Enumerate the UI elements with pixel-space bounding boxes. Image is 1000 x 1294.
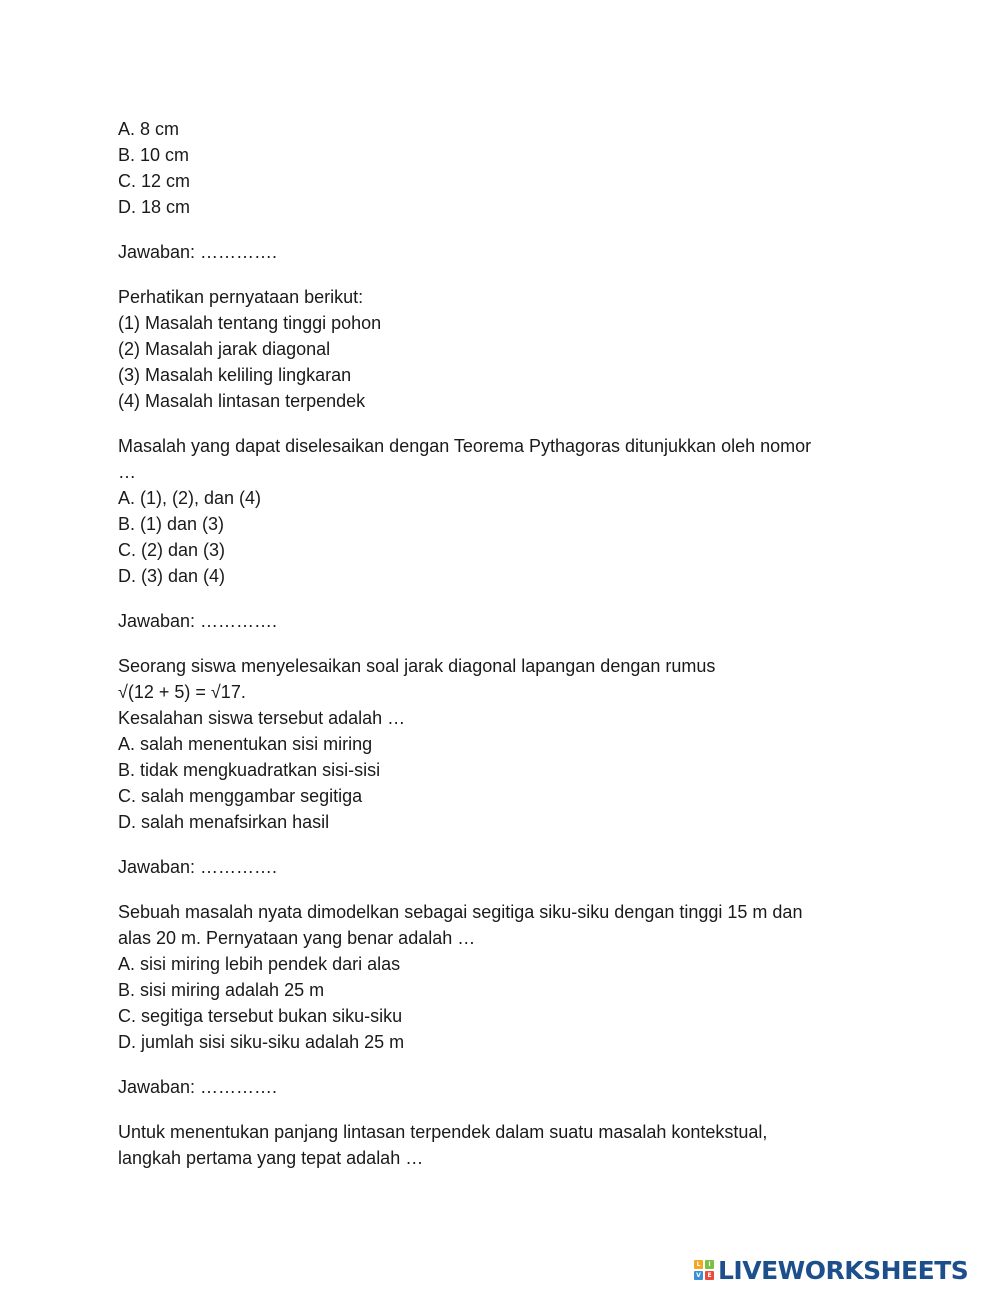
question-block xyxy=(118,433,888,589)
statement-item: (3) Masalah keliling lingkaran xyxy=(118,365,352,385)
question-prompt: Kesalahan siswa tersebut adalah … xyxy=(118,708,406,728)
answer-line: Jawaban: …………. xyxy=(118,857,278,877)
question-text: Sebuah masalah nyata dimodelkan sebagai segitiga siku-siku dengan tinggi 15 m dan xyxy=(118,902,803,922)
option-b: B. (1) dan (3) xyxy=(118,514,225,534)
statement-intro: Perhatikan pernyataan berikut: xyxy=(118,287,364,307)
question-options-block xyxy=(118,116,888,220)
option-b: B. sisi miring adalah 25 m xyxy=(118,980,325,1000)
option-c: C. salah menggambar segitiga xyxy=(118,786,363,806)
option-c: C. (2) dan (3) xyxy=(118,540,226,560)
logo-tile: E xyxy=(705,1271,714,1280)
option-a: A. (1), (2), dan (4) xyxy=(118,488,262,508)
statement-list-block xyxy=(118,284,888,414)
option-d: D. jumlah sisi siku-siku adalah 25 m xyxy=(118,1032,405,1052)
logo-tile: L xyxy=(694,1260,703,1269)
answer-line: Jawaban: …………. xyxy=(118,611,278,631)
statement-item: (1) Masalah tentang tinggi pohon xyxy=(118,313,382,333)
logo-tile: V xyxy=(694,1271,703,1280)
option-d: D. (3) dan (4) xyxy=(118,566,226,586)
answer-block xyxy=(118,239,888,265)
question-text: Untuk menentukan panjang lintasan terpendek dalam suatu masalah kontekstual, xyxy=(118,1122,768,1142)
question-text: Masalah yang dapat diselesaikan dengan Teorema Pythagoras ditunjukkan oleh nomor xyxy=(118,436,812,456)
question-text: Seorang siswa menyelesaikan soal jarak diagonal lapangan dengan rumus xyxy=(118,656,716,676)
question-block xyxy=(118,899,888,1055)
answer-block xyxy=(118,1074,888,1100)
option-b: B. 10 cm xyxy=(118,145,190,165)
question-text-continued: … xyxy=(118,462,136,482)
option-d: D. salah menafsirkan hasil xyxy=(118,812,330,832)
question-block xyxy=(118,653,888,835)
answer-line: Jawaban: …………. xyxy=(118,242,278,262)
option-b: B. tidak mengkuadratkan sisi-sisi xyxy=(118,760,381,780)
answer-block xyxy=(118,854,888,880)
liveworksheets-logo xyxy=(694,1256,968,1284)
option-a: A. salah menentukan sisi miring xyxy=(118,734,373,754)
option-c: C. 12 cm xyxy=(118,171,191,191)
logo-tiles-icon xyxy=(694,1260,714,1280)
statement-item: (4) Masalah lintasan terpendek xyxy=(118,391,366,411)
answer-block xyxy=(118,608,888,634)
answer-line: Jawaban: …………. xyxy=(118,1077,278,1097)
question-block xyxy=(118,1119,888,1171)
option-d: D. 18 cm xyxy=(118,197,191,217)
logo-tile: I xyxy=(705,1260,714,1269)
worksheet-page xyxy=(118,116,888,1190)
option-a: A. sisi miring lebih pendek dari alas xyxy=(118,954,401,974)
logo-text: LIVEWORKSHEETS xyxy=(718,1255,969,1285)
option-a: A. 8 cm xyxy=(118,119,180,139)
question-text-continued: alas 20 m. Pernyataan yang benar adalah … xyxy=(118,928,476,948)
question-text-continued: langkah pertama yang tepat adalah … xyxy=(118,1148,424,1168)
question-formula: √(12 + 5) = √17. xyxy=(118,682,246,702)
option-c: C. segitiga tersebut bukan siku-siku xyxy=(118,1006,403,1026)
statement-item: (2) Masalah jarak diagonal xyxy=(118,339,331,359)
